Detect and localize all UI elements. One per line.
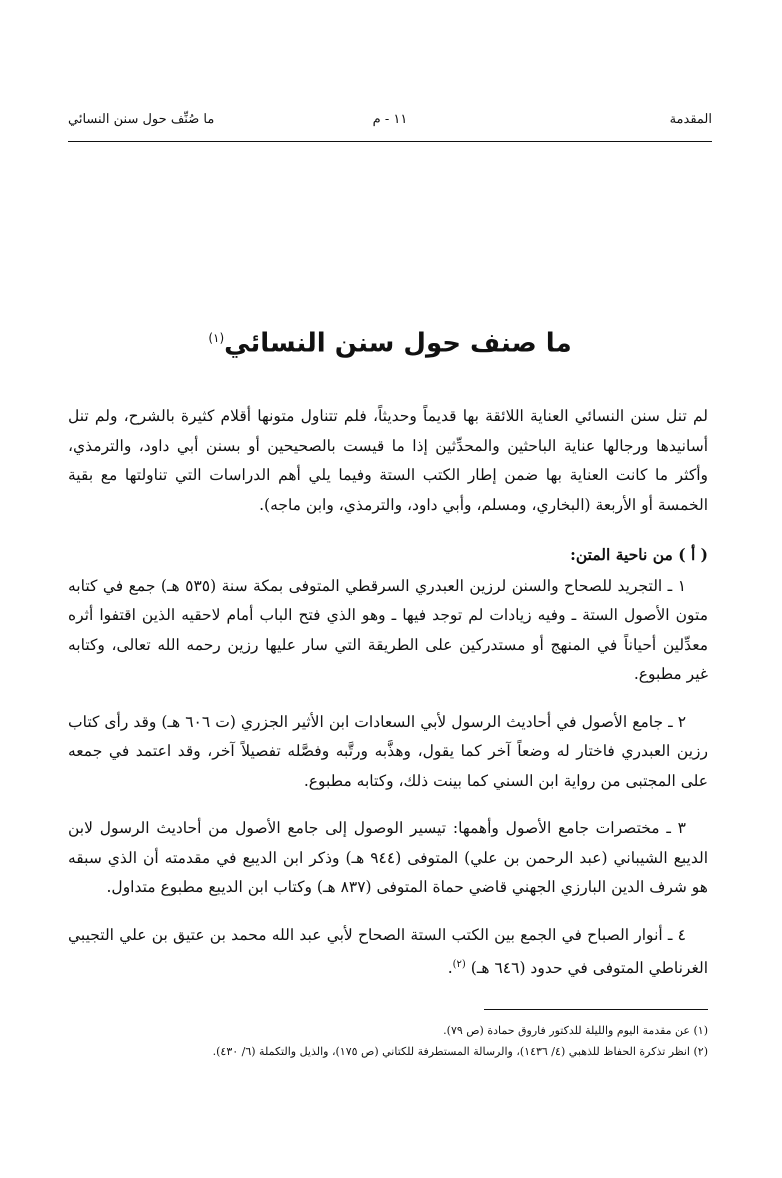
chapter-title-text: ما صنف حول سنن النسائي (224, 328, 572, 359)
entry-paragraph: ٤ ـ أنوار الصباح في الجمع بين الكتب الستة الصحاح لأبي عبد الله محمد بن عتيق بن علي التجيبي الغرناطي المتوفى في حدود (٦٤٦ هـ) $^{(٢)}$. (68, 925, 708, 978)
body-text (68, 402, 708, 1002)
header-section-name: المقدمة (669, 112, 712, 127)
entry-paragraph: ٢ ـ جامع الأصول في أحاديث الرسول لأبي السعادات ابن الأثير الجزري (ت ٦٠٦ هـ) وقد رأى كتاب رزين العبدري فاختار له وضعاً آخر كما يقول، وهذَّبه ورتَّبه وفصَّله تفصيلاً آخر، وقد اعتمد في جمعه على المجتبى من رواية ابن السني كما بينت ذلك، وكتابه مطبوع. (68, 712, 708, 790)
header-rule (68, 141, 712, 142)
entry-paragraph: ٣ ـ مختصرات جامع الأصول وأهمها: تيسير الوصول إلى جامع الأصول من أحاديث الرسول لابن الديبع الشيباني (عبد الرحمن بن علي) المتوفى (٩٤٤ هـ) وذكر ابن الديبع في مقدمته أن الذي سبقه هو شرف الدين البارزي الجهني قاضي حماة المتوفى (٨٣٧ هـ) وكتاب ابن الديبع مطبوع متداول. (68, 819, 709, 896)
entry-paragraph: ١ ـ التجريد للصحاح والسنن لرزين العبدري السرقطي المتوفى بمكة سنة (٥٣٥ هـ) جمع في كتابه متون الأصول الستة ـ وفيه زيادات لم توجد فيها ـ وهو الذي فتح الباب أمام لاحقيه الذين اقتفوا أثره معدِّلين أحياناً في المنهج أو مستدركين على الطريقة التي سار عليها رزين رحمه الله تعالى، وكتابه غير مطبوع. (68, 576, 708, 683)
intro-paragraph: لم تنل سنن النسائي العناية اللائقة بها قديماً وحديثاً، فلم تتناول متونها أقلام كثيرة بالشرح، ولم تنل أسانيدها ورجالها عناية الباحثين والمحدِّثين إذا ما قيست بالصحيحين أو بسنن أبي داود، والترمذي، وأكثر ما كانت العناية بها ضمن إطار الكتب الستة وفيما يلي أهم الدراسات التي تناولتها مع بقية الخمسة أو الأربعة (البخاري، ومسلم، وأبي داود، والترمذي، وابن ماجه). (68, 407, 708, 514)
entry-text: ٤ ـ أنوار الصباح في الجمع بين الكتب الستة الصحاح لأبي عبد الله محمد بن عتيق بن علي التجيبي الغرناطي المتوفى في حدود (٦٤٦ هـ) (68, 925, 708, 978)
footnote: (١) عن مقدمة اليوم والليلة للدكتور فاروق حمادة (ص ٧٩). (443, 1024, 708, 1037)
section-heading: ( أ ) من ناحية المتن: (570, 545, 708, 564)
footnotes (68, 1020, 708, 1062)
title-footnote-ref: (١) (208, 331, 225, 345)
entry-footnote-ref: (٢) (452, 959, 466, 970)
header-chapter-name: ما صُنِّف حول سنن النسائي (68, 112, 215, 127)
chapter-title (68, 318, 712, 364)
header-page-number: ١١ - م (372, 112, 408, 127)
footnote: (٢) انظر تذكرة الحفاظ للذهبي (٤/ ١٤٣٦)، والرسالة المستطرفة للكتاني (ص ١٧٥)، والذيل والتكملة (٦/ ٤٣٠). (212, 1045, 708, 1058)
footnote-separator (484, 1009, 708, 1010)
running-header (68, 108, 712, 132)
